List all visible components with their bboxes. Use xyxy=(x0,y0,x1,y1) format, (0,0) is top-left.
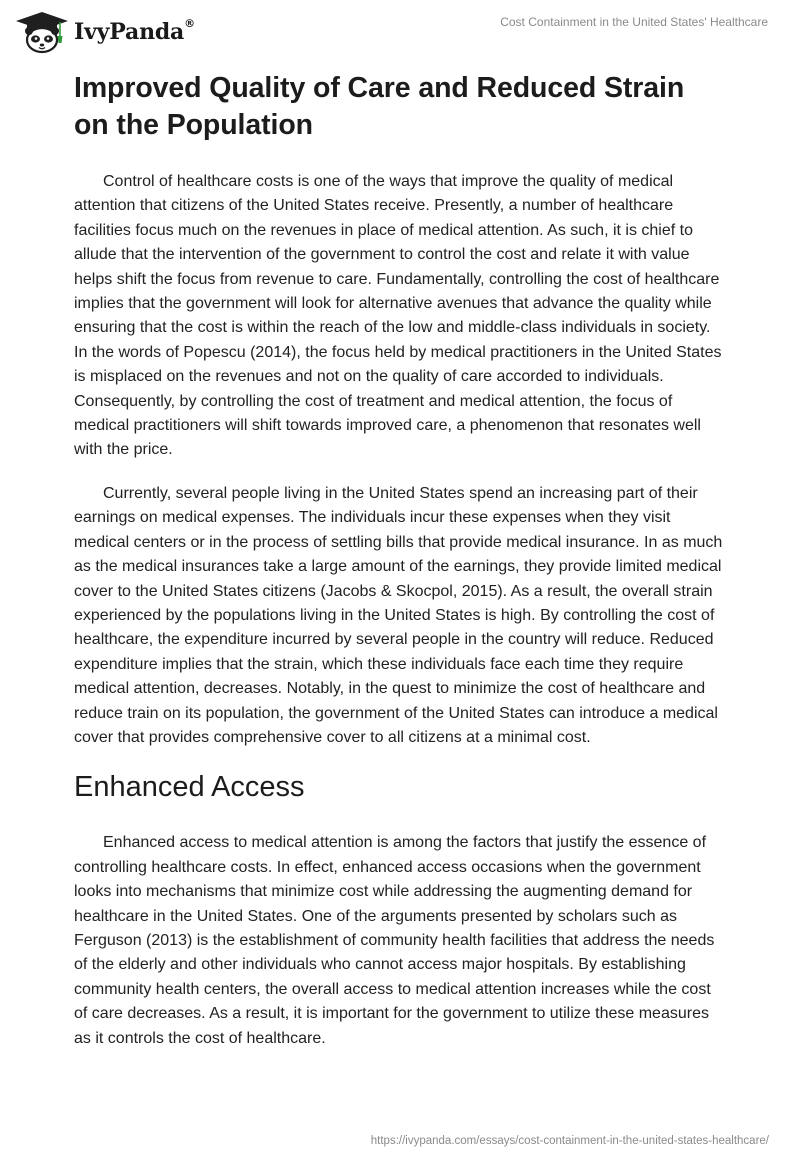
section-heading-enhanced-access: Enhanced Access xyxy=(74,771,305,804)
section-heading-quality-of-care: Improved Quality of Care and Reduced Strain on the Population xyxy=(74,72,685,141)
paragraph-quality-of-care-1: Control of healthcare costs is one of the ways that improve the quality of medical attention that citizens of the United States receive. Presently, a number of healthcare facilities focus much on the revenues in place of medical attention. As such, it is chief to allude that the intervention of the government to control the cost and relate it with value helps shift the focus from revenue to care. Fundamentally, controlling the cost of healthcare implies that the government will look for alternative avenues that advance the quality while ensuring that the cost is within the reach of the low and middle-class individuals in society. In the words of Popescu (2014), the focus held by medical practitioners in the United States is misplaced on the revenues and not on the quality of care accorded to individuals. Consequently, by controlling the cost of treatment and medical attention, the focus of medical practitioners will shift towards improved care, a phenomenon that resonates well with the price. xyxy=(74,173,722,459)
source-url[interactable]: https://ivypanda.com/essays/cost-containment-in-the-united-states-healthcare/ xyxy=(370,1135,769,1147)
article-body xyxy=(74,70,726,1070)
paragraph-enhanced-access-1: Enhanced access to medical attention is among the factors that justify the essence of controlling healthcare costs. In effect, enhanced access occasions when the government looks into mechanisms that minimize cost while addressing the augmenting demand for healthcare in the United States. One of the arguments presented by scholars such as Ferguson (2013) is the establishment of community health facilities that address the needs of the elderly and other individuals who cannot access major hospitals. By establishing community health centers, the overall access to medical attention increases while the cost of care decreases. As a result, it is important for the government to utilize these measures as it controls the cost of healthcare. xyxy=(74,834,715,1047)
page-header xyxy=(0,0,800,60)
registered-mark: ® xyxy=(184,17,195,30)
panda-graduation-cap-icon xyxy=(14,10,70,54)
document-title: Cost Containment in the United States' Healthcare xyxy=(500,15,768,29)
brand-name: IvyPanda® xyxy=(74,17,195,45)
paragraph-quality-of-care-2: Currently, several people living in the United States spend an increasing part of their earnings on medical expenses. The individuals incur these expenses when they visit medical centers or in the process of settling bills that provide medical insurance. In as much as the medical insurances take a large amount of the earnings, they provide limited medical cover to the United States citizens (Jacobs & Skocpol, 2015). As a result, the overall strain experienced by the populations living in the United States is high. By controlling the cost of healthcare, the expenditure incurred by several people in the country will reduce. Reduced expenditure implies that the strain, which these individuals face each time they require medical attention, decreases. Notably, in the quest to minimize the cost of healthcare and reduce train on its population, the government of the United States can introduce a medical cover that provides comprehensive cover to all citizens at a minimal cost. xyxy=(74,484,723,746)
ivypanda-logo[interactable] xyxy=(14,10,195,54)
